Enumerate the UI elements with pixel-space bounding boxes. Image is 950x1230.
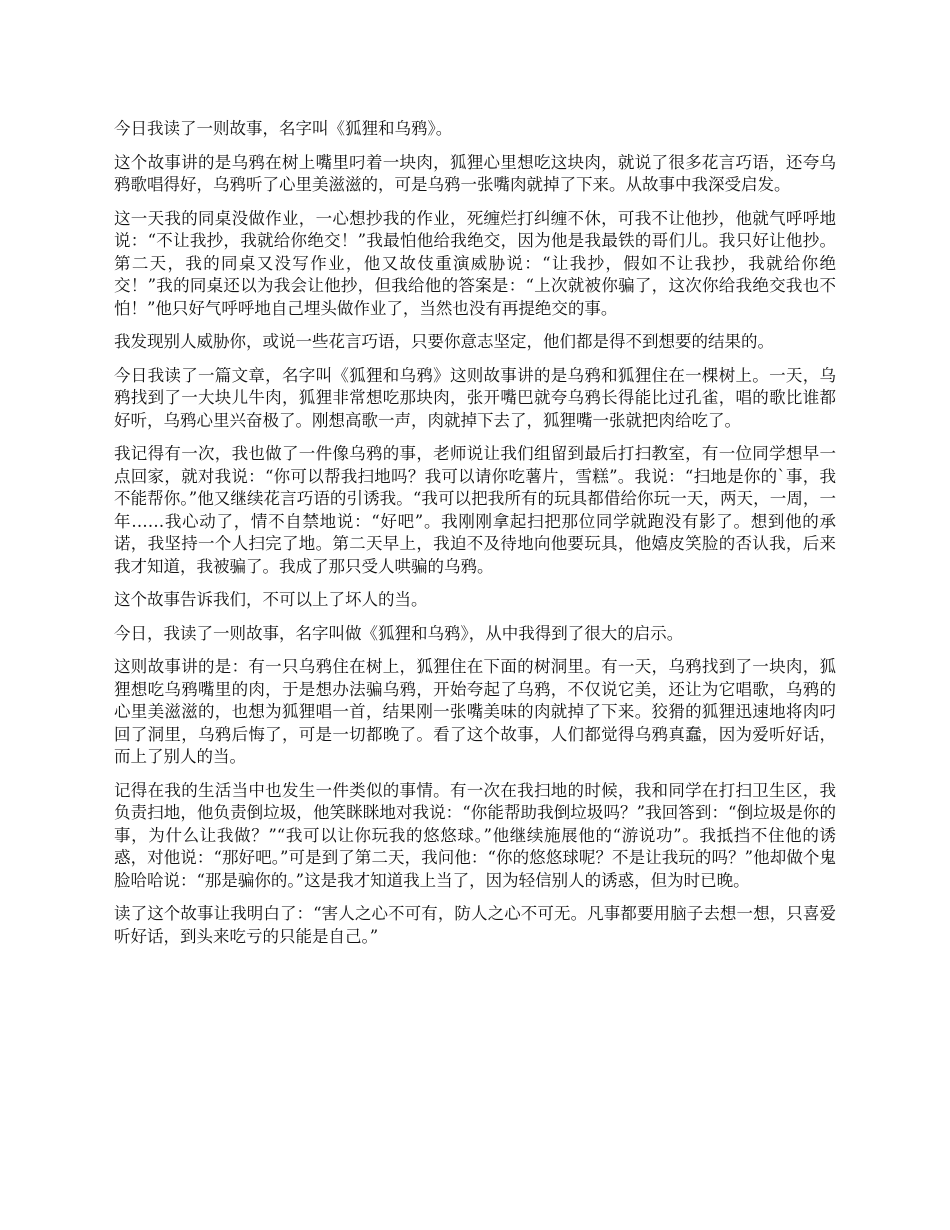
paragraph-5: 今日我读了一篇文章，名字叫《狐狸和乌鸦》这则故事讲的是乌鸦和狐狸住在一棵树上。一天，乌鸦找到了一大块儿牛肉，狐狸非常想吃那块肉，张开嘴巴就夸乌鸦长得能比过孔雀，唱的歌比谁都好听，乌鸦心里兴奋极了。刚想高歌一声，肉就掉下去了，狐狸嘴一张就把肉给吃了。 (114, 365, 836, 430)
paragraph-9: 这则故事讲的是：有一只乌鸦住在树上，狐狸住在下面的树洞里。有一天，乌鸦找到了一块肉，狐狸想吃乌鸦嘴里的肉，于是想办法骗乌鸦，开始夸起了乌鸦，不仅说它美，还让为它唱歌，乌鸦的心里美滋滋的，也想为狐狸唱一首，结果刚一张嘴美味的肉就掉了下来。狡猾的狐狸迅速地将肉叼回了洞里，乌鸦后悔了，可是一切都晚了。看了这个故事，人们都觉得乌鸦真蠢，因为爱听好话，而上了别人的当。 (114, 657, 836, 766)
document-body (114, 118, 836, 959)
paragraph-7: 这个故事告诉我们，不可以上了坏人的当。 (114, 590, 428, 609)
paragraph-10: 记得在我的生活当中也发生一件类似的事情。有一次在我扫地的时候，我和同学在打扫卫生区，我负责扫地，他负责倒垃圾，他笑眯眯地对我说：“你能帮助我倒垃圾吗？”我回答到：“倒垃圾是你的事，为什么让我做？”“我可以让你玩我的悠悠球。”他继续施展他的“游说功”。我抵挡不住他的诱惑，对他说：“那好吧。”可是到了第二天，我问他：“你的悠悠球呢？不是让我玩的吗？”他却做个鬼脸哈哈说：“那是骗你的。”这是我才知道我上当了，因为轻信别人的诱惑，但为时已晚。 (114, 780, 836, 890)
paragraph-6: 我记得有一次，我也做了一件像乌鸦的事，老师说让我们组留到最后打扫教室，有一位同学想早一点回家，就对我说：“你可以帮我扫地吗？我可以请你吃薯片，雪糕”。我说：“扫地是你的`事，我不能帮你。”他又继续花言巧语的引诱我。“我可以把我所有的玩具都借给你玩一天，两天，一周，一年……我心动了，情不自禁地说：“好吧”。我刚刚拿起扫把那位同学就跑没有影了。想到他的承诺，我坚持一个人扫完了地。第二天早上，我迫不及待地向他要玩具，他嬉皮笑脸的否认我，后来我才知道，我被骗了。我成了那只受人哄骗的乌鸦。 (114, 444, 836, 576)
paragraph-4: 我发现别人威胁你，或说一些花言巧语，只要你意志坚定，他们都是得不到想要的结果的。 (114, 332, 774, 351)
paragraph-8: 今日，我读了一则故事，名字叫做《狐狸和乌鸦》，从中我得到了很大的启示。 (114, 623, 684, 643)
paragraph-11: 读了这个故事让我明白了：“害人之心不可有，防人之心不可无。凡事都要用脑子去想一想，只喜爱听好话，到头来吃亏的只能是自己。” (114, 904, 836, 946)
paragraph-1: 今日我读了一则故事，名字叫《狐狸和乌鸦》。 (114, 119, 453, 138)
paragraph-3: 这一天我的同桌没做作业，一心想抄我的作业，死缠烂打纠缠不休，可我不让他抄，他就气呼呼地说：“不让我抄，我就给你绝交！”我最怕他给我绝交，因为他是我最铁的哥们儿。我只好让他抄。第二天，我的同桌又没写作业，他又故伎重演威胁说：“让我抄，假如不让我抄，我就给你绝交！”我的同桌还以为我会让他抄，但我给他的答案是：“上次就被你骗了，这次你给我绝交我也不怕！”他只好气呼呼地自己埋头做作业了，当然也没有再提绝交的事。 (114, 208, 836, 318)
paragraph-2: 这个故事讲的是乌鸦在树上嘴里叼着一块肉，狐狸心里想吃这块肉，就说了很多花言巧语，还夸乌鸦歌唱得好，乌鸦听了心里美滋滋的，可是乌鸦一张嘴肉就掉了下来。从故事中我深受启发。 (114, 152, 836, 194)
